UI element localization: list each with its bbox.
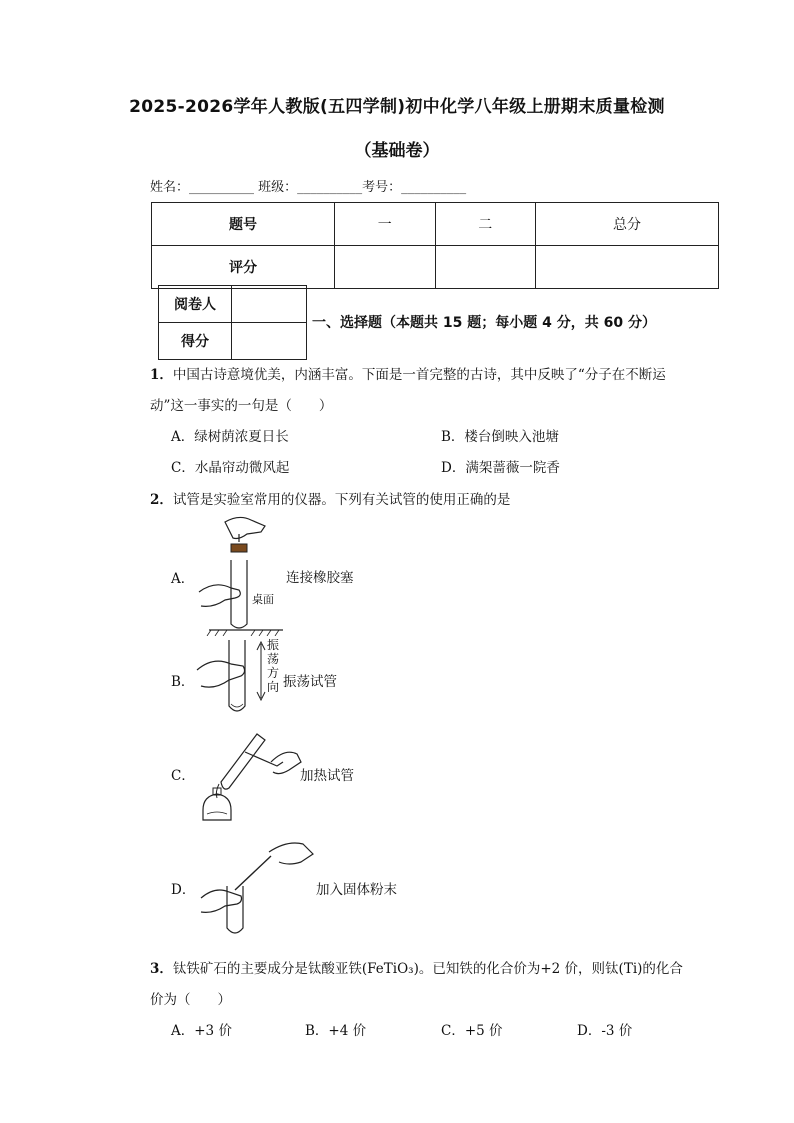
question-1-option-a[interactable]: A．绿树荫浓夏日长 bbox=[171, 429, 289, 445]
student-info-line: 姓名：__________ 班级：__________考号：__________ bbox=[150, 180, 467, 195]
score-cell-part2[interactable] bbox=[435, 246, 535, 289]
question-3-stem: 钛铁矿石的主要成分是钛酸亚铁(FeTiO₃)。已知铁的化合价为+2 价，则钛(Ti)的化合 bbox=[172, 961, 683, 977]
score-header-part2: 二 bbox=[435, 203, 535, 246]
question-1-option-c[interactable]: C．水晶帘动微风起 bbox=[171, 460, 290, 476]
question-2-option-c-caption: 加热试管 bbox=[300, 768, 354, 784]
question-3-option-a[interactable]: A．+3 价 bbox=[171, 1023, 232, 1039]
question-3-line2: 价为（ ） bbox=[150, 992, 231, 1008]
question-1-number: 1． bbox=[150, 367, 173, 383]
score-header-number: 题号 bbox=[152, 203, 335, 246]
shaking-direction-label: 振荡方向 bbox=[267, 638, 280, 694]
question-3-option-c[interactable]: C．+5 价 bbox=[441, 1023, 503, 1039]
grader-cell[interactable] bbox=[232, 286, 307, 323]
grader-box bbox=[158, 285, 307, 360]
question-2-option-d-caption: 加入固体粉末 bbox=[316, 882, 397, 898]
points-label: 得分 bbox=[159, 323, 232, 360]
score-header-part1: 一 bbox=[335, 203, 435, 246]
table-surface-label: 桌面 bbox=[252, 593, 274, 606]
score-table bbox=[151, 202, 719, 289]
question-2-stem: 试管是实验室常用的仪器。下列有关试管的使用正确的是 bbox=[172, 492, 511, 508]
section-title: 一、选择题（本题共 15 题；每小题 4 分，共 60 分） bbox=[312, 315, 656, 331]
question-3-option-b[interactable]: B．+4 价 bbox=[305, 1023, 367, 1039]
question-2-line1 bbox=[150, 488, 510, 508]
question-3-option-d[interactable]: D．-3 价 bbox=[577, 1023, 633, 1039]
question-2-option-b-caption: 振荡试管 bbox=[283, 674, 337, 690]
heating-test-tube-figure bbox=[193, 722, 303, 824]
question-2-number: 2． bbox=[150, 492, 173, 508]
question-3-line1 bbox=[150, 957, 683, 977]
grader-label: 阅卷人 bbox=[159, 286, 232, 323]
question-3-number: 3． bbox=[150, 961, 173, 977]
question-1-option-d[interactable]: D．满架蔷薇一院香 bbox=[441, 460, 560, 476]
question-1-line1 bbox=[150, 363, 666, 383]
question-2-option-b-letter[interactable]: B． bbox=[171, 674, 195, 690]
score-cell-total[interactable] bbox=[535, 246, 718, 289]
question-2-option-c-letter[interactable]: C． bbox=[171, 768, 195, 784]
score-table-score-row bbox=[152, 246, 719, 289]
question-1-stem: 中国古诗意境优美，内涵丰富。下面是一首完整的古诗，其中反映了“分子在不断运 bbox=[172, 367, 666, 383]
question-2-option-a-caption: 连接橡胶塞 bbox=[286, 570, 354, 586]
page-subtitle: （基础卷） bbox=[354, 141, 440, 161]
question-2-option-d-letter[interactable]: D． bbox=[171, 882, 196, 898]
question-1-option-b[interactable]: B．楼台倒映入池塘 bbox=[441, 429, 559, 445]
score-row-label: 评分 bbox=[152, 246, 335, 289]
question-2-option-a-letter[interactable]: A． bbox=[171, 571, 195, 587]
score-cell-part1[interactable] bbox=[335, 246, 435, 289]
stopper-test-tube-figure bbox=[195, 512, 285, 636]
score-header-total: 总分 bbox=[535, 203, 718, 246]
powder-test-tube-figure bbox=[193, 832, 319, 940]
score-table-header-row bbox=[152, 203, 719, 246]
page-title: 2025-2026学年人教版(五四学制)初中化学八年级上册期末质量检测 bbox=[129, 97, 665, 117]
points-cell[interactable] bbox=[232, 323, 307, 360]
question-1-line2: 动”这一事实的一句是（ ） bbox=[150, 398, 333, 414]
